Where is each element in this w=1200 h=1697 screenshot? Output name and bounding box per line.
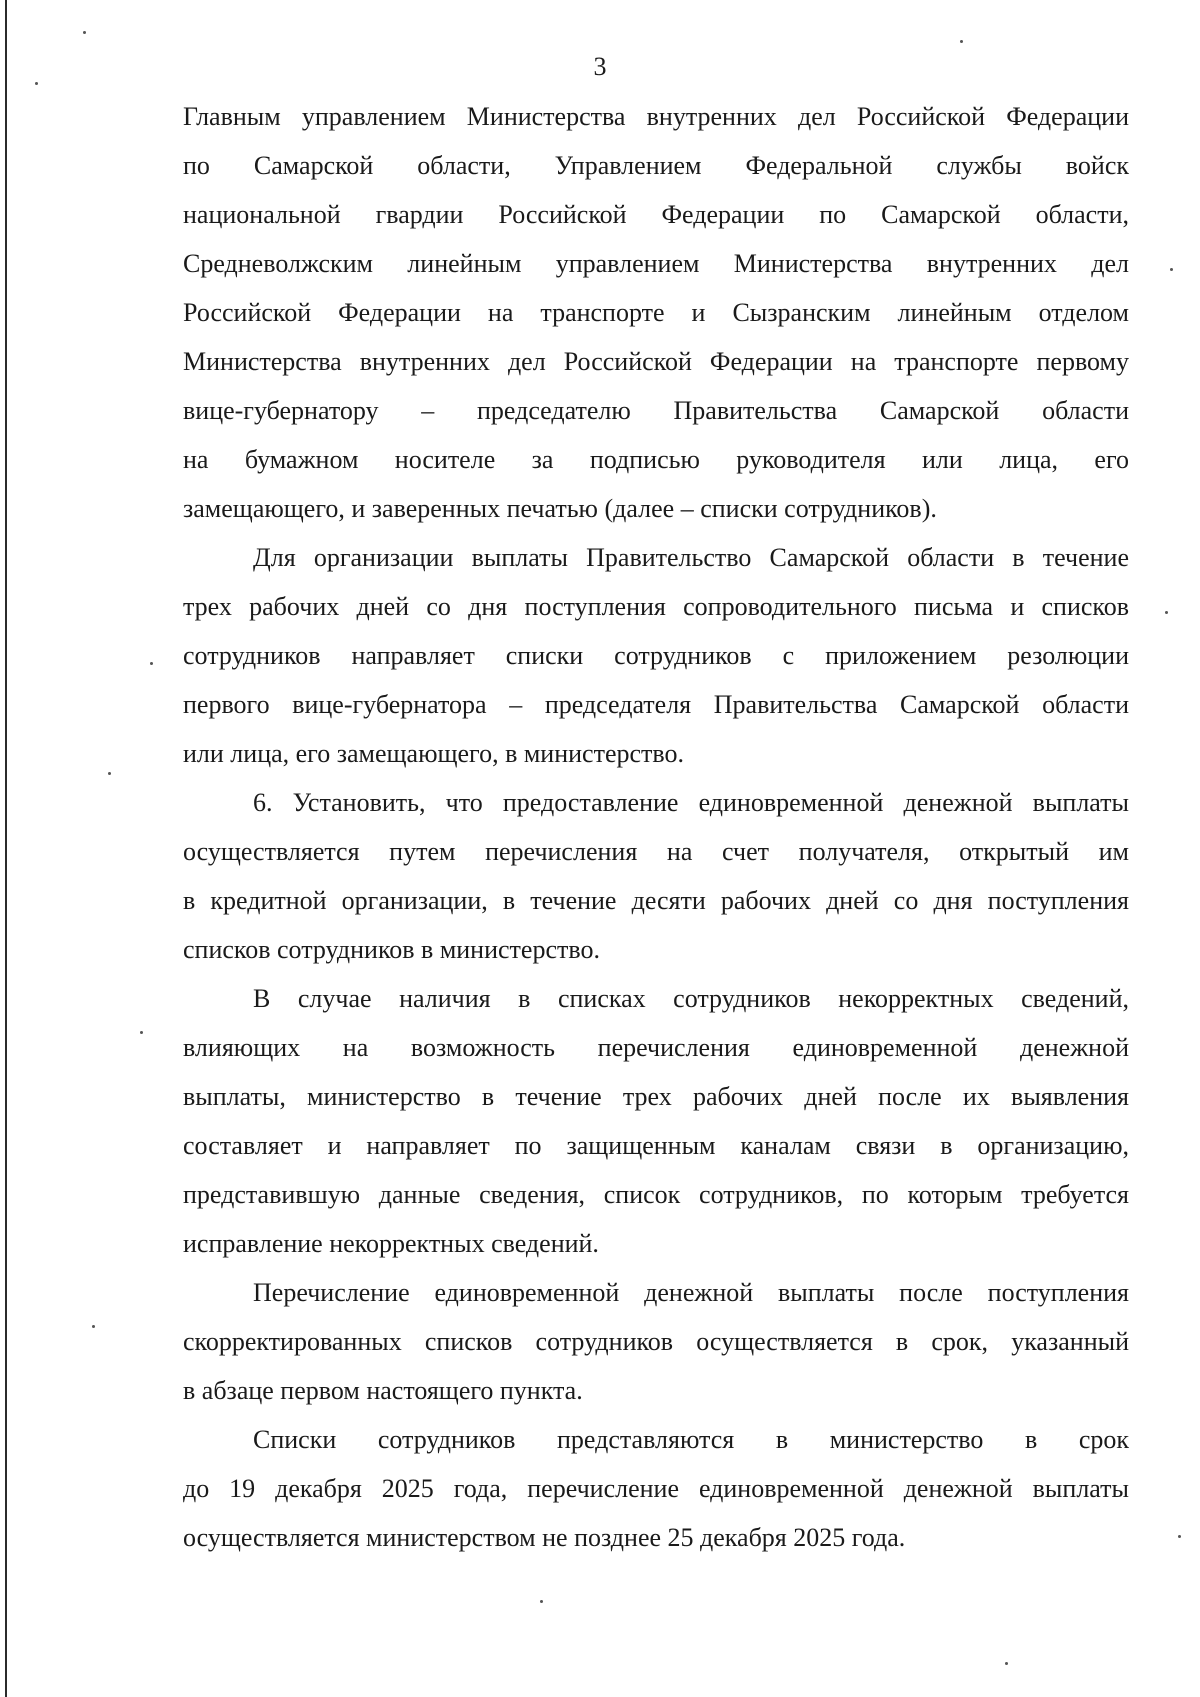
text-line: первого вице-губернатора – председателя Правительства Самарской области — [183, 690, 1129, 719]
paragraph-incorrect-data — [183, 974, 1129, 1268]
text-line: Российской Федерации на транспорте и Сызранским линейным отделом — [183, 298, 1129, 327]
text-line: на бумажном носителе за подписью руководителя или лица, его — [183, 445, 1129, 474]
text-line: замещающего, и заверенных печатью (далее – списки сотрудников). — [183, 494, 937, 523]
text-line: представившую данные сведения, список сотрудников, по которым требуется — [183, 1180, 1129, 1209]
scan-speck — [1165, 611, 1168, 614]
scan-speck — [960, 40, 963, 43]
text-line: в абзаце первом настоящего пункта. — [183, 1376, 583, 1405]
text-line: В случае наличия в списках сотрудников некорректных сведений, — [253, 984, 1129, 1013]
text-line: выплаты, министерство в течение трех рабочих дней после их выявления — [183, 1082, 1129, 1111]
text-line: сотрудников направляет списки сотрудников с приложением резолюции — [183, 641, 1129, 670]
text-line: по Самарской области, Управлением Федеральной службы войск — [183, 151, 1129, 180]
scan-speck — [1005, 1662, 1008, 1665]
text-line: в кредитной организации, в течение десяти рабочих дней со дня поступления — [183, 886, 1129, 915]
scan-speck — [108, 772, 111, 775]
scan-speck — [150, 662, 153, 665]
text-line: влияющих на возможность перечисления единовременной денежной — [183, 1033, 1129, 1062]
text-line: Для организации выплаты Правительство Самарской области в течение — [253, 543, 1129, 572]
paragraph-payment-organization — [183, 533, 1129, 778]
page-number: 3 — [593, 52, 607, 81]
scan-left-edge-line — [5, 0, 7, 1697]
paragraph-item-6 — [183, 778, 1129, 974]
text-line: до 19 декабря 2025 года, перечисление единовременной денежной выплаты — [183, 1474, 1129, 1503]
text-line: составляет и направляет по защищенным каналам связи в организацию, — [183, 1131, 1129, 1160]
scan-speck — [1170, 268, 1173, 271]
text-line: исправление некорректных сведений. — [183, 1229, 599, 1258]
text-line: осуществляется путем перечисления на счет получателя, открытый им — [183, 837, 1129, 866]
text-line: осуществляется министерством не позднее 25 декабря 2025 года. — [183, 1523, 906, 1552]
paragraph-continuation — [183, 92, 1129, 533]
text-line: Перечисление единовременной денежной выплаты после поступления — [253, 1278, 1129, 1307]
scan-speck — [83, 31, 86, 34]
text-line: национальной гвардии Российской Федерации по Самарской области, — [183, 200, 1129, 229]
text-line: или лица, его замещающего, в министерство. — [183, 739, 684, 768]
text-line: Министерства внутренних дел Российской Федерации на транспорте первому — [183, 347, 1129, 376]
text-line: трех рабочих дней со дня поступления сопроводительного письма и списков — [183, 592, 1129, 621]
text-line: Средневолжским линейным управлением Министерства внутренних дел — [183, 249, 1129, 278]
scan-speck — [92, 1325, 95, 1328]
paragraph-corrected-lists — [183, 1268, 1129, 1415]
scan-speck — [540, 1600, 543, 1603]
scan-speck — [140, 1031, 143, 1034]
document-body — [183, 92, 1129, 1562]
text-line: скорректированных списков сотрудников осуществляется в срок, указанный — [183, 1327, 1129, 1356]
text-line: вице-губернатору – председателю Правительства Самарской области — [183, 396, 1129, 425]
text-line: Списки сотрудников представляются в министерство в срок — [253, 1425, 1129, 1454]
text-line: списков сотрудников в министерство. — [183, 935, 600, 964]
text-line: Главным управлением Министерства внутренних дел Российской Федерации — [183, 102, 1129, 131]
paragraph-deadlines — [183, 1415, 1129, 1562]
text-line: 6. Установить, что предоставление единовременной денежной выплаты — [253, 788, 1129, 817]
scan-speck — [1178, 1535, 1181, 1538]
scan-speck — [35, 82, 38, 85]
